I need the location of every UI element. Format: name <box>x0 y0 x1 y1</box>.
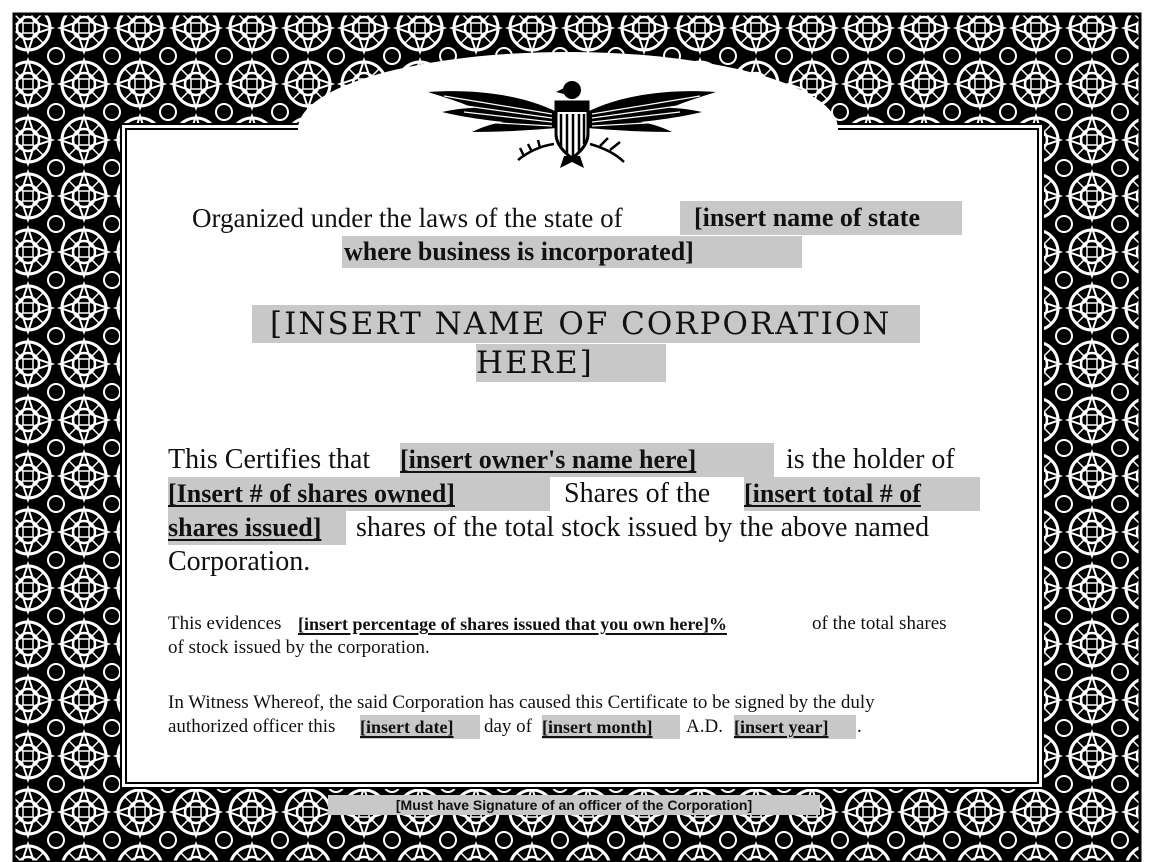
percentage-placeholder[interactable] <box>298 612 808 636</box>
state-placeholder-line2[interactable]: where business is incorporated] <box>342 236 802 268</box>
shares-owned-placeholder[interactable] <box>168 477 550 511</box>
date-text: [insert date] <box>360 717 454 737</box>
total-issued-text-line1: [insert total # of <box>744 479 921 508</box>
signature-note[interactable]: [Must have Signature of an officer of the Corporation] <box>328 795 820 815</box>
certifies-text: This Certifies that <box>168 444 371 475</box>
total-issued-placeholder-line2[interactable] <box>168 511 346 545</box>
month-placeholder[interactable] <box>542 715 680 739</box>
day-of-text: day of <box>484 716 533 737</box>
period-text: . <box>857 716 862 737</box>
total-issued-text-line2: shares issued] <box>168 513 322 542</box>
date-placeholder[interactable] <box>360 715 480 739</box>
total-issued-placeholder-line1[interactable] <box>744 477 980 511</box>
owner-name-placeholder[interactable] <box>400 443 774 477</box>
holder-of-text: is the holder of <box>786 444 955 475</box>
corporation-name-line2[interactable]: HERE] <box>476 344 666 382</box>
organized-text: Organized under the laws of the state of <box>192 203 623 233</box>
ad-text: A.D. <box>686 716 723 737</box>
eagle-emblem-icon <box>424 78 720 170</box>
stock-issued-text: of stock issued by the corporation. <box>168 637 430 658</box>
percentage-text: [insert percentage of shares issued that you own here]% <box>298 614 727 634</box>
evidences-text: This evidences <box>168 613 282 634</box>
month-text: [insert month] <box>542 717 653 737</box>
corporation-name-line1[interactable]: [INSERT NAME OF CORPORATION <box>252 305 920 343</box>
year-text: [insert year] <box>734 717 829 737</box>
shares-of-the-text: Shares of the <box>564 478 711 509</box>
year-placeholder[interactable] <box>734 715 856 739</box>
authorized-officer-text: authorized officer this <box>168 716 336 737</box>
shares-owned-text: [Insert # of shares owned] <box>168 479 455 508</box>
corporation-word-text: Corporation. <box>168 546 311 577</box>
total-stock-text: shares of the total stock issued by the above named <box>356 512 930 543</box>
witness-text: In Witness Whereof, the said Corporation has caused this Certificate to be signed by the duly <box>168 692 875 713</box>
total-shares-text: of the total shares <box>812 613 947 634</box>
state-placeholder-line1[interactable]: [insert name of state <box>680 201 962 235</box>
owner-name-text: [insert owner's name here] <box>400 445 697 474</box>
